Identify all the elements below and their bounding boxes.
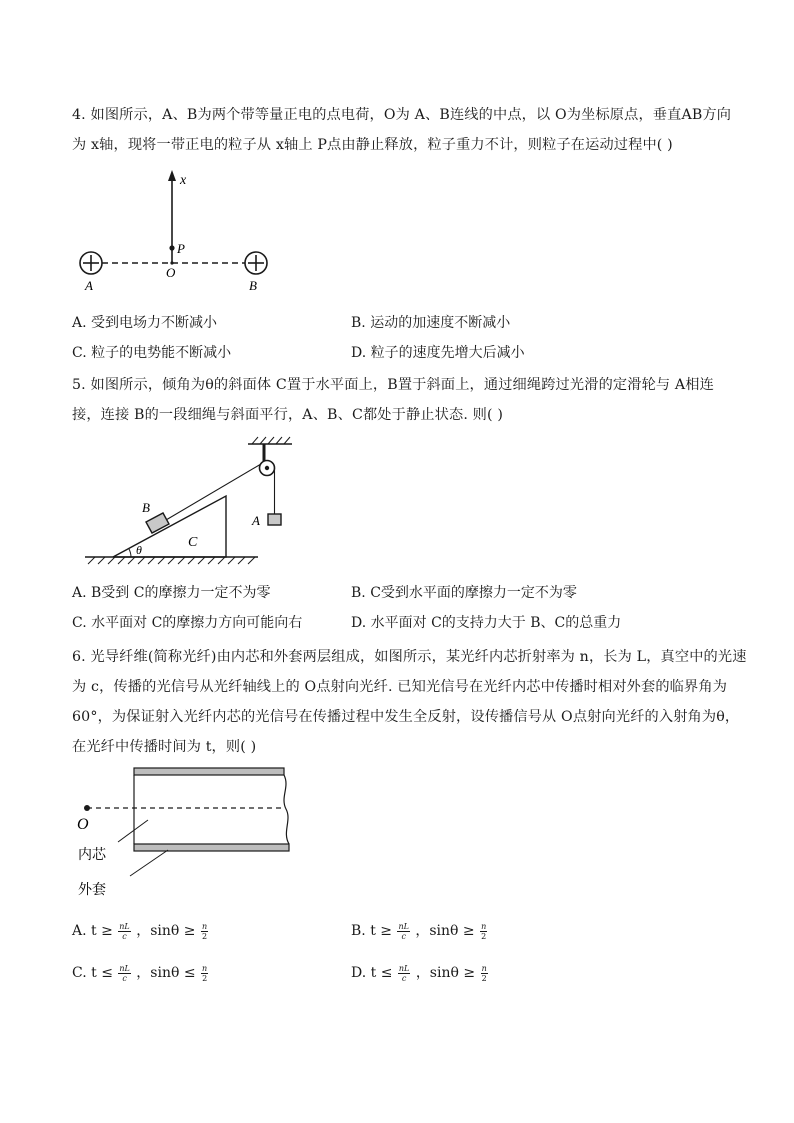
q6-d-prefix: D. t ≤	[351, 965, 393, 981]
frac-num: nL	[398, 921, 409, 931]
label-theta: θ	[136, 543, 142, 557]
q6-c-frac1	[118, 964, 130, 983]
q6-c-prefix: C. t ≤	[72, 965, 113, 981]
q6-d-frac1	[398, 964, 410, 983]
label-cladding: 外套	[78, 883, 106, 898]
q6-b-frac2	[480, 922, 487, 941]
label-core: 内芯	[78, 848, 106, 863]
q6-b-prefix: B. t ≥	[351, 923, 392, 939]
x-axis-label: x	[180, 173, 187, 188]
q6-a-frac2	[201, 922, 208, 941]
frac-den: 2	[202, 973, 208, 983]
cladding-top	[134, 768, 284, 775]
frac-den: 2	[201, 931, 208, 941]
frac-den: 2	[481, 973, 487, 983]
label-p: P	[177, 241, 185, 256]
q6-d-mid: ，sinθ ≥	[415, 965, 476, 981]
core-leader	[118, 820, 148, 842]
q4-stem-line2: 为 x轴，现将一带正电的粒子从 x轴上 P点由静止释放，粒子重力不计，则粒子在运动过程中( )	[72, 137, 673, 153]
charge-a-icon	[80, 252, 102, 274]
q6-d-frac2	[481, 964, 488, 983]
q6-option-b[interactable]	[351, 920, 488, 941]
label-a5: A	[252, 513, 260, 528]
label-b: B	[249, 278, 257, 293]
q6-stem-line2: 为 c，传播的光信号从光纤轴线上的 O点射向光纤. 已知光信号在光纤内芯中传播时相对外套的临界角为	[72, 679, 728, 695]
q6-option-d[interactable]	[351, 962, 489, 983]
q4-option-d[interactable]: D. 粒子的速度先增大后减小	[351, 345, 525, 361]
point-o6	[84, 805, 90, 811]
q4-option-a[interactable]: A. 受到电场力不断减小	[72, 315, 218, 331]
q6-b-mid: ，sinθ ≥	[415, 923, 475, 939]
ground-surface	[85, 557, 258, 564]
incline-c	[113, 496, 226, 557]
q5-option-a[interactable]: A. B受到 C的摩擦力一定不为零	[72, 585, 271, 601]
q4-option-c[interactable]: C. 粒子的电势能不断减小	[72, 345, 232, 361]
q5-option-c[interactable]: C. 水平面对 C的摩擦力方向可能向右	[72, 615, 303, 631]
charge-b-icon	[245, 252, 267, 274]
label-o6: O	[77, 816, 89, 833]
label-b5: B	[142, 500, 150, 515]
q6-stem-line1: 6. 光导纤维(简称光纤)由内芯和外套两层组成，如图所示，某光纤内芯折射率为 n，长为 L，真空中的光速	[72, 649, 747, 665]
q6-stem-line3: 60°，为保证射入光纤内芯的光信号在传播过程中发生全反射，设传播信号从 O点射向光纤的入射角为θ，	[72, 709, 740, 725]
q5-option-b[interactable]: B. C受到水平面的摩擦力一定不为零	[351, 585, 577, 601]
frac-num: n	[202, 963, 208, 973]
q6-figure	[70, 762, 310, 902]
frac-den: c	[401, 973, 407, 983]
q5-stem-line1: 5. 如图所示，倾角为θ的斜面体 C置于水平面上，B置于斜面上，通过细绳跨过光滑的定滑轮与 A相连	[72, 377, 714, 393]
q6-option-c[interactable]	[72, 962, 209, 983]
frac-den: c	[122, 931, 127, 941]
q6-stem-line4: 在光纤中传播时间为 t，则( )	[72, 739, 257, 755]
cladding-bottom	[134, 844, 289, 851]
q6-a-mid: ，sinθ ≥	[136, 923, 196, 939]
frac-den: c	[401, 931, 406, 941]
q5-figure	[80, 432, 300, 572]
frac-num: nL	[398, 963, 410, 973]
q6-option-a[interactable]	[72, 920, 209, 941]
frac-den: 2	[481, 931, 487, 941]
q4-figure	[70, 165, 290, 295]
point-p	[169, 245, 174, 250]
q6-a-frac1	[118, 922, 130, 941]
pulley-icon	[260, 461, 275, 476]
q5-option-d[interactable]: D. 水平面对 C的支持力大于 B、C的总重力	[351, 615, 622, 631]
x-axis-arrowhead	[168, 170, 176, 181]
fiber-break-edge	[284, 775, 289, 844]
frac-num: nL	[119, 921, 130, 931]
q6-c-mid: ，sinθ ≤	[136, 965, 196, 981]
frac-num: n	[201, 921, 208, 931]
frac-num: nL	[119, 963, 130, 973]
ceiling-support	[248, 437, 292, 444]
label-a: A	[85, 278, 93, 293]
q6-a-prefix: A. t ≥	[72, 923, 113, 939]
q4-stem-line1: 4. 如图所示，A、B为两个带等量正电的点电荷，O为 A、B连线的中点，以 O为坐标原点，垂直AB方向	[72, 107, 732, 123]
q6-c-frac2	[201, 964, 208, 983]
block-a	[268, 514, 281, 525]
q6-b-frac1	[397, 922, 409, 941]
frac-num: n	[481, 963, 487, 973]
label-c: C	[188, 535, 198, 550]
frac-den: c	[122, 973, 127, 983]
frac-num: n	[481, 921, 487, 931]
label-o: O	[166, 265, 176, 280]
q4-option-b[interactable]: B. 运动的加速度不断减小	[351, 315, 511, 331]
cladding-leader	[130, 850, 168, 876]
q5-stem-line2: 接，连接 B的一段细绳与斜面平行，A、B、C都处于静止状态. 则( )	[72, 407, 504, 423]
